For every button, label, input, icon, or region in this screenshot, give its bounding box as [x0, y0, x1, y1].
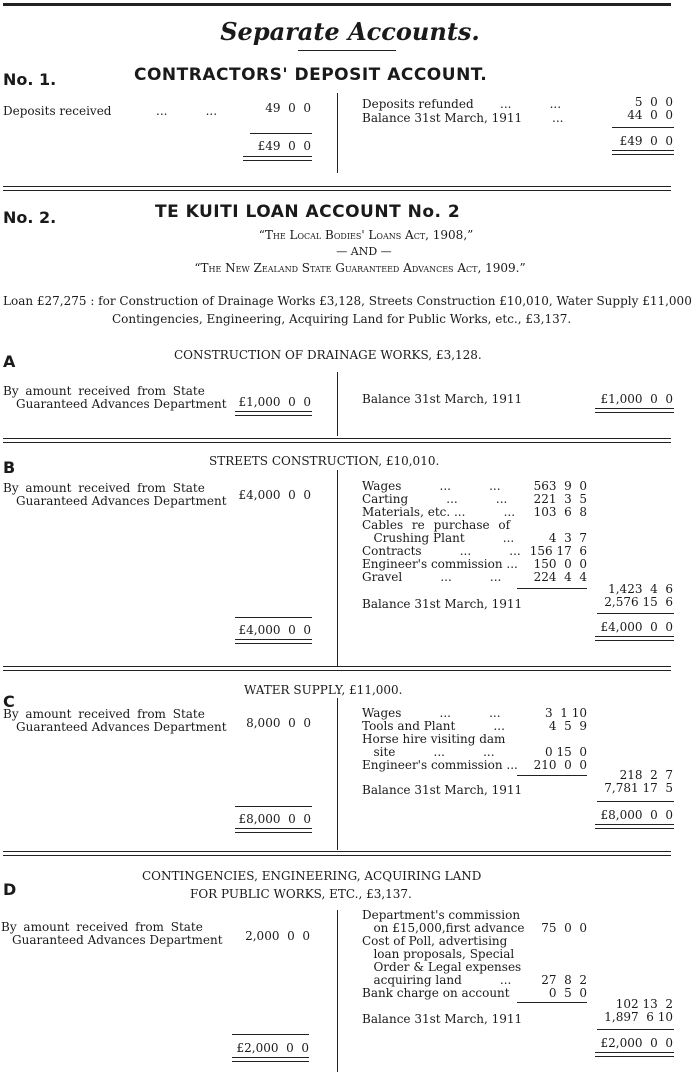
double-rule	[595, 636, 674, 641]
section-a-left-total: £1,000 0 0	[238, 395, 311, 409]
balance-label: Balance 31st March, 1911	[362, 1012, 523, 1026]
gravel-label: Gravel ... ...	[362, 570, 502, 584]
section-rule	[3, 666, 671, 667]
rule	[517, 775, 587, 776]
and-line: — AND —	[336, 245, 392, 258]
section-b-subtotal: 1,423 4 6	[608, 582, 673, 596]
account-1-heading: CONTRACTORS' DEPOSIT ACCOUNT.	[134, 65, 488, 85]
crushing-plant-amount: 4 3 7	[548, 531, 587, 545]
section-d-right-total: £2,000 0 0	[600, 1036, 673, 1050]
rule	[517, 588, 587, 589]
section-b-balance: 2,576 15 6	[604, 595, 673, 609]
wages-label: Wages ... ...	[362, 479, 501, 493]
double-rule	[612, 150, 674, 155]
contracts-label: Contracts ... ...	[362, 544, 521, 558]
deposits-received-amount: 49 0 0	[265, 101, 311, 115]
loan-description: Loan £27,275 : for Construction of Drainage Works £3,128, Streets Construction £10,010, Water Supply £11,000	[3, 294, 692, 308]
account-1-left-total: £49 0 0	[257, 139, 311, 153]
double-rule	[243, 156, 312, 161]
materials-amount: 103 6 8	[533, 505, 587, 519]
rule	[250, 133, 312, 134]
carting-label: Carting ... ...	[362, 492, 508, 506]
rule	[232, 1034, 309, 1035]
horse-hire-label: Horse hire visiting dam	[362, 732, 506, 746]
section-d-balance: 1,897 6 10	[604, 1010, 673, 1024]
section-a-letter: A	[3, 352, 16, 371]
tools-plant-amount: 4 5 9	[548, 719, 587, 733]
rule	[597, 1029, 674, 1030]
section-a-heading: CONSTRUCTION OF DRAINAGE WORKS, £3,128.	[174, 348, 482, 362]
horse-hire-site-label: site ... ...	[362, 745, 495, 759]
rule	[517, 1002, 587, 1003]
section-d-divider	[337, 910, 338, 1072]
section-b-heading: STREETS CONSTRUCTION, £10,010.	[209, 454, 440, 468]
engineer-commission-label: Engineer's commission ...	[362, 557, 518, 571]
rule	[235, 617, 312, 618]
section-c-divider	[337, 698, 338, 850]
section-c-right-total: £8,000 0 0	[600, 808, 673, 822]
engineer-commission-amount: 210 0 0	[533, 758, 587, 772]
section-c-left-amount: 8,000 0 0	[246, 716, 311, 730]
section-rule	[3, 855, 671, 856]
cables-label: Cables re purchase of	[362, 518, 511, 532]
received-label: By amount received from State	[3, 481, 205, 495]
section-c-letter: C	[3, 692, 15, 711]
deposits-refunded-label: Deposits refunded	[362, 97, 474, 111]
dept-commission-label-cont: on £15,000,first advance	[362, 921, 525, 935]
account-2-heading: TE KUITI LOAN ACCOUNT No. 2	[155, 202, 461, 222]
section-c-balance: 7,781 17 5	[604, 781, 673, 795]
received-label-cont: Guaranteed Advances Department	[16, 397, 227, 411]
received-label-cont: Guaranteed Advances Department	[16, 494, 227, 508]
section-b-left-total: £4,000 0 0	[238, 623, 311, 637]
account-2-number: No. 2.	[3, 208, 57, 227]
balance-label: Balance 31st March, 1911	[362, 783, 523, 797]
section-d-left-total: £2,000 0 0	[236, 1041, 309, 1055]
section-rule	[3, 186, 671, 187]
crushing-plant-label: Crushing Plant ...	[362, 531, 515, 545]
section-b-letter: B	[3, 458, 16, 477]
deposits-received-label: Deposits received	[3, 104, 112, 118]
balance-amount: 44 0 0	[627, 108, 673, 122]
cost-of-poll-label-cont: acquiring land ...	[362, 973, 512, 987]
double-rule	[235, 639, 312, 644]
cost-of-poll-label: Cost of Poll, advertising	[362, 934, 508, 948]
cost-of-poll-label-cont: Order & Legal expenses	[362, 960, 522, 974]
section-d-subtotal: 102 13 2	[615, 997, 673, 1011]
wages-amount: 563 9 0	[533, 479, 587, 493]
section-b-divider	[337, 470, 338, 666]
leader-dots: ... ...	[500, 97, 562, 111]
section-d-left-amount: 2,000 0 0	[245, 929, 310, 943]
bank-charge-label: Bank charge on account	[362, 986, 510, 1000]
received-label: By amount received from State	[3, 384, 205, 398]
section-a-right-total: £1,000 0 0	[600, 392, 673, 406]
received-label: By amount received from State	[1, 920, 203, 934]
double-rule	[235, 828, 312, 833]
leader-dots: ...	[552, 111, 564, 125]
section-d-heading-cont: FOR PUBLIC WORKS, ETC., £3,137.	[190, 887, 412, 901]
cost-of-poll-amount: 27 8 2	[541, 973, 587, 987]
section-b-right-total: £4,000 0 0	[600, 620, 673, 634]
dept-commission-amount: 75 0 0	[541, 921, 587, 935]
engineer-commission-label: Engineer's commission ...	[362, 758, 518, 772]
loan-description-cont: Contingencies, Engineering, Acquiring Land for Public Works, etc., £3,137.	[112, 312, 572, 326]
act-2: “The New Zealand State Guaranteed Advances Act, 1909.”	[194, 261, 526, 275]
rule	[597, 801, 674, 802]
leader-dots: ... ...	[156, 104, 218, 118]
gravel-amount: 224 4 4	[533, 570, 587, 584]
section-a-divider	[337, 372, 338, 436]
section-rule	[3, 438, 671, 439]
double-rule	[595, 408, 674, 413]
materials-label: Materials, etc. ... ...	[362, 505, 516, 519]
double-rule	[232, 1057, 309, 1062]
rule	[612, 127, 674, 128]
title-underline	[298, 50, 396, 51]
page-title: Separate Accounts.	[220, 17, 480, 46]
received-label-cont: Guaranteed Advances Department	[16, 720, 227, 734]
carting-amount: 221 3 5	[533, 492, 587, 506]
section-rule	[3, 442, 671, 443]
received-label: By amount received from State	[3, 707, 205, 721]
double-rule	[235, 411, 312, 416]
section-c-heading: WATER SUPPLY, £11,000.	[244, 683, 403, 697]
section-rule	[3, 670, 671, 671]
section-rule	[3, 190, 671, 191]
rule	[597, 613, 674, 614]
received-label-cont: Guaranteed Advances Department	[12, 933, 223, 947]
deposits-refunded-amount: 5 0 0	[634, 95, 673, 109]
engineer-commission-amount: 150 0 0	[533, 557, 587, 571]
account-1-divider	[337, 93, 338, 173]
double-rule	[595, 1052, 674, 1057]
section-rule	[3, 851, 671, 852]
bank-charge-amount: 0 5 0	[548, 986, 587, 1000]
contracts-amount: 156 17 6	[529, 544, 587, 558]
double-rule	[595, 824, 674, 829]
section-d-letter: D	[3, 880, 17, 899]
account-1-right-total: £49 0 0	[619, 134, 673, 148]
dept-commission-label: Department's commission	[362, 908, 521, 922]
rule	[235, 806, 312, 807]
balance-label: Balance 31st March, 1911	[362, 111, 523, 125]
section-c-subtotal: 218 2 7	[619, 768, 673, 782]
section-d-heading: CONTINGENCIES, ENGINEERING, ACQUIRING LAND	[142, 869, 482, 883]
cost-of-poll-label-cont: loan proposals, Special	[362, 947, 515, 961]
act-1: “The Local Bodies' Loans Act, 1908,”	[258, 228, 474, 242]
horse-hire-amount: 0 15 0	[545, 745, 587, 759]
top-rule	[3, 3, 671, 6]
wages-amount: 3 1 10	[545, 706, 587, 720]
section-b-left-amount: £4,000 0 0	[238, 488, 311, 502]
balance-label: Balance 31st March, 1911	[362, 392, 523, 406]
balance-label: Balance 31st March, 1911	[362, 597, 523, 611]
tools-plant-label: Tools and Plant ...	[362, 719, 505, 733]
account-1-number: No. 1.	[3, 70, 57, 89]
section-c-left-total: £8,000 0 0	[238, 812, 311, 826]
wages-label: Wages ... ...	[362, 706, 501, 720]
